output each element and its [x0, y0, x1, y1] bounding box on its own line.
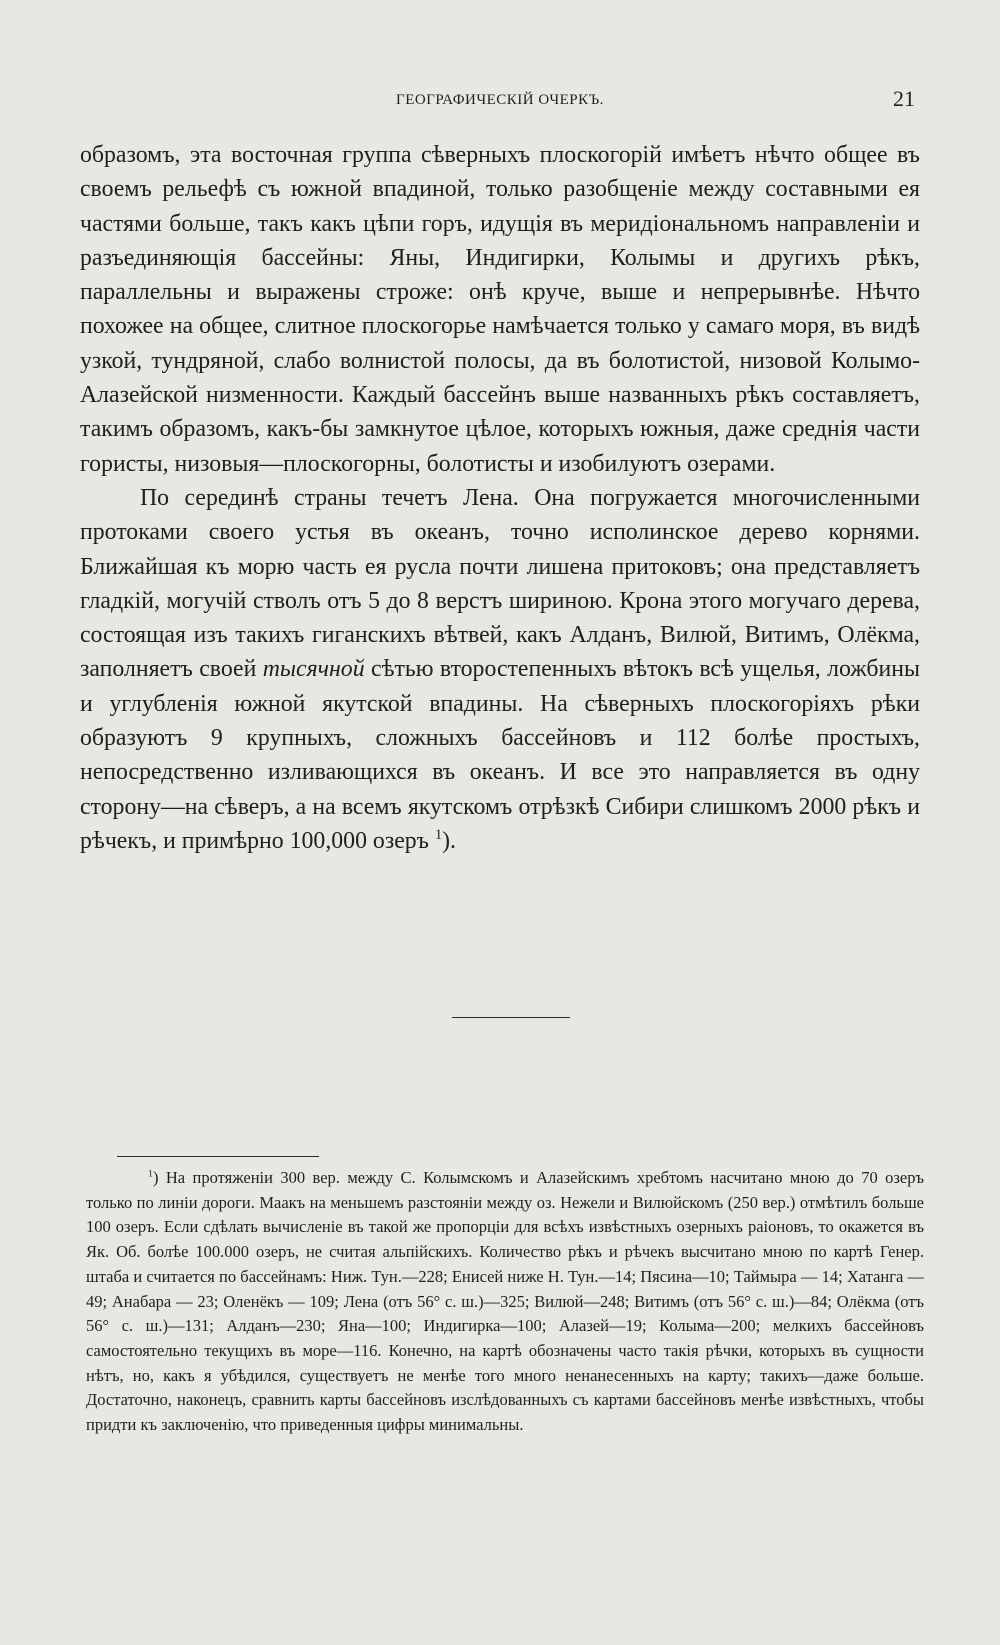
paragraph-1: образомъ, эта восточная группа сѣверныхъ плоскогорій имѣетъ нѣчто общее въ своемъ рельефѣ съ южной впадиной, только разобщеніе между составными ея частями больше, такъ какъ цѣпи горъ, идущія въ меридіональномъ направленіи и разъединяющія бассейны: Яны, Индигирки, Колымы и другихъ рѣкъ, параллельны и выражены строже: онѣ круче, выше и непрерывнѣе. Нѣчто похожее на общее, слитное плоскогорье намѣчается только у самаго моря, въ видѣ узкой, тундряной, слабо волнистой полосы, да въ болотистой, низовой Колымо-Алазейской низменности. Каждый бассейнъ выше названныхъ рѣкъ составляетъ, такимъ образомъ, какъ-бы замкнутое цѣлое, которыхъ южныя, даже среднія части гористы, низовыя—плоскогорны, болотисты и изобилуютъ озерами.: [80, 142, 920, 477]
running-title: ГЕОГРАФИЧЕСКІЙ ОЧЕРКЪ.: [396, 92, 604, 108]
footnote: [86, 1166, 924, 1438]
page-number: 21: [893, 86, 915, 111]
emphasized-word: тысячной: [262, 656, 365, 683]
footnote-rule: [117, 1156, 319, 1157]
paragraph-2-text-a: По серединѣ страны течетъ Лена. Она погружается многочисленными протоками своего устья въ океанъ, точно исполинское дерево корнями. Ближайшая къ морю часть ея русла почти лишена притоковъ; она представляетъ гладкій, могучій стволъ отъ 5 до 8 верстъ шириною. Крона этого могучаго дерева, состоящая изъ такихъ гиганскихъ вѣтвей, какъ Алданъ, Вилюй, Витимъ, Олёкма, заполняетъ своей: [80, 484, 920, 683]
paragraph-2: [80, 481, 920, 858]
footnote-marker: 1: [148, 1168, 153, 1180]
paragraph-2-end: ).: [442, 827, 456, 854]
body-text: [80, 138, 920, 858]
footnote-reference: 1: [434, 827, 443, 844]
footnote-paragraph: [86, 1166, 924, 1438]
footnote-text: ) На протяженіи 300 вер. между С. Колымскомъ и Алазейскимъ хребтомъ насчитано мною до 70 озеръ только по линіи дороги. Маакъ на меньшемъ разстояніи между оз. Нежели и Вилюйскомъ (250 вер.) отмѣтилъ больше 100 озеръ. Если сдѣлать вычисленіе въ такой же пропорціи для всѣхъ извѣстныхъ озерныхъ раіоновъ, то окажется въ Як. Об. болѣе 100.000 озеръ, не считая альпійскихъ. Количество рѣкъ и рѣчекъ высчитано мною по картѣ Генер. штаба и считается по бассейнамъ: Ниж. Тун.—228; Енисей ниже Н. Тун.—14; Пясина—10; Таймыра — 14; Хатанга — 49; Анабара — 23; Оленёкъ — 109; Лена (отъ 56° с. ш.)—325; Вилюй—248; Витимъ (отъ 56° с. ш.)—84; Олёкма (отъ 56° с. ш.)—131; Алданъ—230; Яна—100; Индигирка—100; Алазей—19; Колыма—200; мелкихъ бассейновъ самостоятельно текущихъ въ море—116. Конечно, на картѣ обозначены часто такія рѣчки, которыхъ въ сущности нѣтъ, но, какъ я убѣдился, существуетъ не менѣе того много ненанесенныхъ на карту; такихъ—даже больше. Достаточно, наконецъ, сравнить карты бассейновъ изслѣдованныхъ съ картами бассейновъ менѣе извѣстныхъ, чтобы придти къ заключенію, что приведенныя цифры минимальны.: [86, 1168, 924, 1435]
section-separator: [452, 1017, 570, 1018]
paragraph-2-text-b: сѣтью второстепенныхъ вѣтокъ всѣ ущелья, ложбины и углубленія южной якутской впадины. На сѣверныхъ плоскогоріяхъ рѣки образуютъ 9 крупныхъ, сложныхъ бассейновъ и 112 болѣе простыхъ, непосредственно изливающихся въ океанъ. И все это направляется въ одну сторону—на сѣверъ, а на всемъ якутскомъ отрѣзкѣ Сибири слишкомъ 2000 рѣкъ и рѣчекъ, и примѣрно 100,000 озеръ: [80, 656, 920, 854]
running-head: [80, 86, 920, 116]
